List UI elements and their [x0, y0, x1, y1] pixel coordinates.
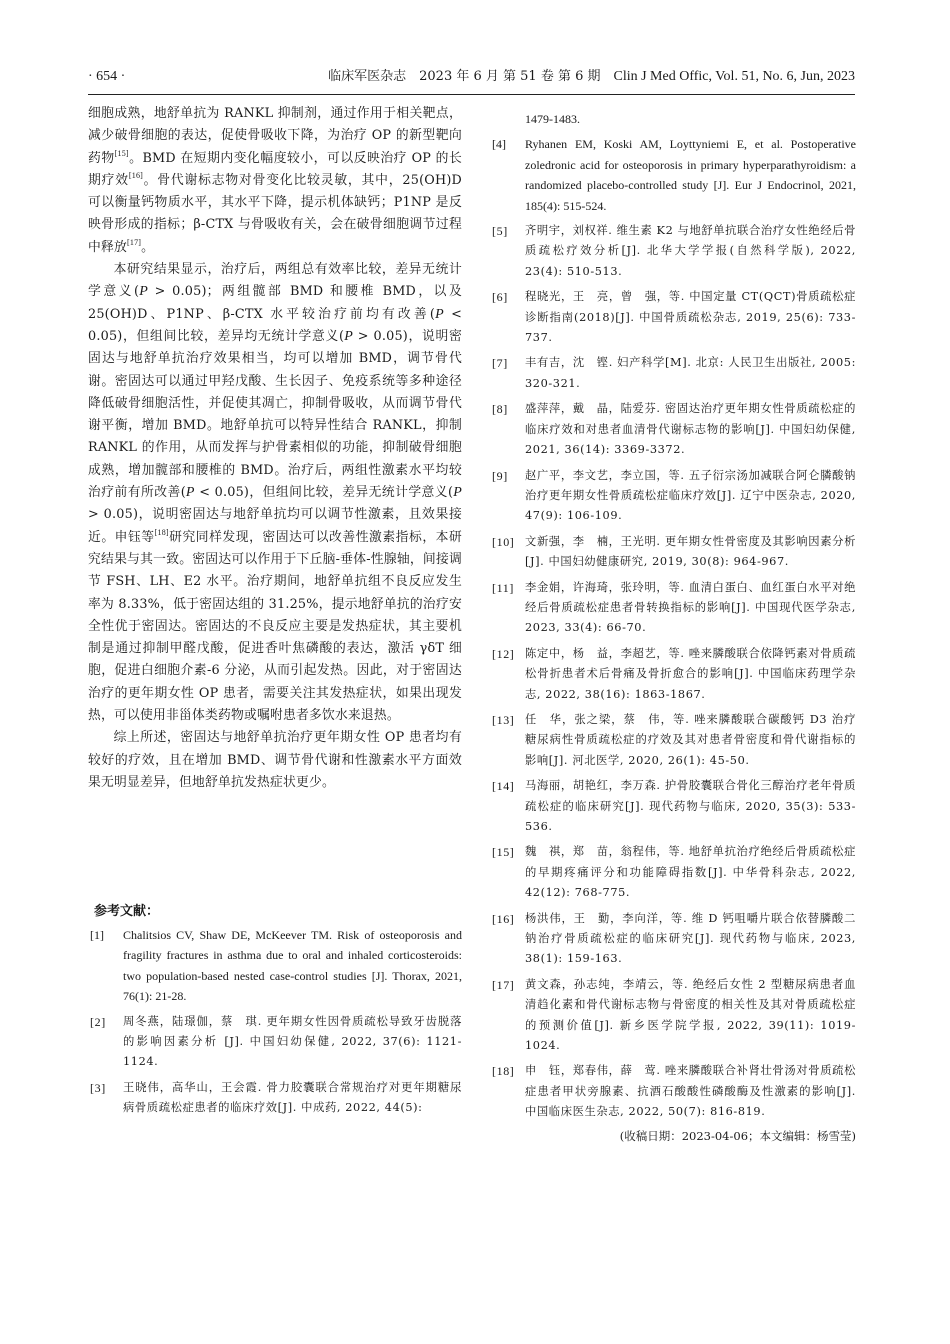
reference-item: [490, 578, 856, 639]
paragraph-3: 综上所述，密固达与地舒单抗治疗更年期女性 OP 患者均有较好的疗效，且在增加 BMD、调节骨代谢和性激素水平方面效果无明显差异，但地舒单抗发热症状更少。: [88, 730, 462, 790]
reference-number: [2]: [90, 1014, 106, 1029]
reference-number: [4]: [492, 137, 506, 152]
header-rule: [88, 94, 855, 95]
journal-info: [328, 66, 855, 88]
reference-text: 马海丽，胡艳红，李万森. 护骨胶囊联合骨化三醇治疗老年骨质疏松症的临床研究[J]. 现代药物与临床, 2020, 35(3): 533-536.: [525, 779, 856, 833]
references-left: [88, 925, 462, 1124]
reference-item: [490, 1061, 856, 1122]
p-symbol: P: [435, 306, 444, 322]
p2-text-d: > 0.05)，说明密固达与地舒单抗治疗效果相当，均可以增加 BMD，调节骨代谢。密固达可以通过甲羟戊酸、生长因子、免疫系统等多种途径降低破骨细胞活性，并促使其凋亡，抑制骨吸收，从而调节骨代谢平衡，增加 BMD。地舒单抗可以特异性结合 RANKL，抑制 RANKL 的作用，从而发挥与护骨素相似的功能，抑制破骨细胞成熟，增加髋部和腰椎的 BMD。治疗后，两组性激素水平均较治疗前有所改善(: [88, 328, 462, 501]
reference-number: [1]: [90, 928, 104, 942]
journal-name-en: Clin J Med Offic, Vol. 51, No. 6, Jun, 2023: [613, 69, 855, 84]
reference-item: [88, 1078, 462, 1119]
reference-item: [490, 466, 856, 527]
reference-item: [490, 532, 856, 573]
reference-number: [15]: [492, 845, 515, 860]
reference-item: [490, 221, 856, 282]
reference-number: [13]: [492, 712, 515, 727]
p-symbol: P: [453, 485, 463, 501]
p-symbol: P: [344, 328, 354, 344]
citation-17: [17]: [127, 237, 142, 247]
received-date-note: (收稿日期：2023-04-06；本文编辑：杨雪莹): [619, 1128, 856, 1143]
reference-text: Chalitsios CV, Shaw DE, McKeever TM. Risk of osteoporosis and fragility fractures in asthma due to oral and inhaled corticosteroids: two population-based nested case-control studies [J]. Thorax, 2021, 76(1): 21-28.: [123, 928, 462, 1004]
reference-item: [490, 909, 856, 970]
reference-number: [16]: [492, 911, 515, 926]
reference-text: 文新强，李 楠，王光明. 更年期女性骨密度及其影响因素分析[J]. 中国妇幼健康研究, 2019, 30(8): 964-967.: [525, 534, 856, 569]
references-heading: 参考文献：: [94, 904, 160, 919]
journal-name-cn: 临床军医杂志 2023 年 6 月 第 51 卷 第 6 期: [328, 69, 614, 84]
p1-text-c: 。骨代谢标志物对骨变化比较灵敏，其中，25(OH)D 可以衡量钙物质水平，其水平下降，提示机体缺钙；P1NP 是反映骨形成的指标；β-CTX 与骨吸收有关，会在破骨细胞调节过程中释放: [88, 172, 462, 255]
reference-item: [490, 842, 856, 903]
p-symbol: P: [139, 284, 148, 300]
reference-number: [12]: [492, 646, 515, 661]
paragraph-1: [88, 103, 462, 259]
page-number: · 654 ·: [88, 69, 126, 84]
citation-16: [16]: [128, 170, 144, 180]
p1-text-a: 细胞成熟，地舒单抗为 RANKL 抑制剂，通过作用于相关靶点，减少破骨细胞的表达，促使骨吸收下降，为治疗 OP 的新型靶向药物: [88, 106, 462, 166]
reference-item: [490, 134, 856, 216]
reference-text: 李金娟，许海琦，张玲明，等. 血清白蛋白、血红蛋白水平对绝经后骨质疏松症患者骨转换指标的影响[J]. 中国现代医学杂志, 2023, 33(4): 66-70.: [525, 580, 856, 635]
reference-text: 程晓光，王 亮，曾 强，等. 中国定量 CT(QCT)骨质疏松症诊断指南(2018)[J]. 中国骨质疏松杂志, 2019, 25(6): 733-737.: [525, 290, 856, 345]
reference-text: 丰有吉，沈 铿. 妇产科学[M]. 北京: 人民卫生出版社, 2005: 320-321.: [525, 356, 856, 390]
reference-continuation: 1479-1483.: [525, 112, 580, 126]
reference-number: [3]: [90, 1080, 106, 1095]
p2-text-b: > 0.05)；两组髋部 BMD 和腰椎 BMD，以及 25(OH)D、P1NP、β-CTX 水平较治疗前均有改善(: [88, 284, 462, 322]
p1-text-b: 。BMD 在短期内变化幅度较小，可以反映治疗 OP 的长期疗效: [88, 150, 462, 188]
running-header: [88, 66, 855, 88]
reference-number: [17]: [492, 977, 515, 992]
reference-number: [8]: [492, 402, 508, 417]
p1-text-d: 。: [141, 239, 155, 255]
p-symbol: P: [185, 485, 195, 501]
left-column: [88, 103, 462, 794]
reference-number: [5]: [492, 224, 508, 239]
reference-item: [88, 925, 462, 1007]
reference-text: 申 钰，郑春伟，薛 莺. 唑来膦酸联合补肾壮骨汤对骨质疏松症患者甲状旁腺素、抗酒石酸酸性磷酸酶及性激素的影响[J]. 中国临床医生杂志, 2022, 50(7): 816-819.: [525, 1064, 856, 1119]
reference-number: [6]: [492, 290, 508, 305]
p2-text-f: > 0.05)，说明密固达与地舒单抗均可以调节性激素，且效果接近。申钰等: [88, 507, 462, 545]
citation-15: [15]: [114, 148, 129, 158]
reference-number: [18]: [492, 1064, 515, 1079]
reference-text: Ryhanen EM, Koski AM, Loyttyniemi E, et al. Postoperative zoledronic acid for osteoporosis in primary hyperparathyroidism: a randomized placebo-controlled study [J]. Eur J Endocrinol, 2021, 185(4): 515-524.: [525, 137, 856, 213]
reference-item: [490, 710, 856, 771]
reference-text: 杨洪伟，王 勤，李向洋，等. 维 D 钙咀嚼片联合依替膦酸二钠治疗骨质疏松症的临床研究[J]. 现代药物与临床, 2023, 38(1): 159-163.: [525, 911, 856, 966]
reference-text: 王晓伟，高华山，王会霞. 骨力胶囊联合常规治疗对更年期糖尿病骨质疏松症患者的临床疗效[J]. 中成药, 2022, 44(5):: [123, 1080, 462, 1115]
p2-text-a: 本研究结果显示，治疗后，两组总有效率比较，差异无统计学意义(: [88, 262, 462, 300]
reference-number: [9]: [492, 468, 508, 483]
citation-18: [18]: [154, 527, 169, 537]
reference-item: [88, 1012, 462, 1073]
paragraph-2: [88, 259, 462, 727]
reference-text: 周冬燕，陆璟伽，蔡 琪. 更年期女性因骨质疏松导致牙齿脱落的影响因素分析 [J]. 中国妇幼保健, 2022, 37(6): 1121-1124.: [123, 1014, 462, 1069]
reference-text: 赵广平，李文艺，李立国，等. 五子衍宗汤加减联合阿仑膦酸钠治疗更年期女性骨质疏松症临床疗效[J]. 辽宁中医杂志, 2020, 47(9): 106-109.: [525, 468, 856, 523]
reference-item: [490, 399, 856, 460]
right-column: [490, 109, 856, 1146]
reference-number: [11]: [492, 580, 514, 595]
reference-item: [490, 287, 856, 348]
reference-text: 齐明宇，刘权祥. 维生素 K2 与地舒单抗联合治疗女性绝经后骨质疏松疗效分析[J]. 北华大学学报(自然科学版), 2022, 23(4): 510-513.: [525, 224, 857, 278]
reference-item: [490, 975, 856, 1057]
reference-number: [7]: [492, 356, 508, 371]
p2-text-g: 研究同样发现，密固达可以改善性激素指标，本研究结果与其一致。密固达可以作用于下丘脑-垂体-性腺轴，间接调节 FSH、LH、E2 水平。治疗期间，地舒单抗组不良反应发生率为 8.33%，低于密固达组的 31.25%，提示地舒单抗的治疗安全性优于密固达。密固达的不良反应主要是发热症状，其主要机制是通过抑制甲醛戊酸，促进香叶焦磷酸的表达，激活 γδT 细胞，促进白细胞介素-6 分泌，从而引起发热。因此，对于密固达治疗的更年期女性 OP 患者，需要关注其发热症状，如果出现发热，可以使用非甾体类药物或嘱咐患者多饮水来退热。: [88, 529, 462, 724]
reference-text: 黄文森，孙志纯，李靖云，等. 绝经后女性 2 型糖尿病患者血清趋化素和骨代谢标志物与骨密度的相关性及其对骨质疏松症的预测价值[J]. 新乡医学院学报, 2022, 39(11): 1019-1024.: [525, 977, 856, 1053]
reference-item: [490, 776, 856, 837]
p2-text-e: < 0.05)，但组间比较，差异无统计学意义(: [194, 485, 454, 501]
reference-text: 任 华，张之梁，蔡 伟，等. 唑来膦酸联合碳酸钙 D3 治疗糖尿病性骨质疏松症的疗效及其对患者骨密度和骨代谢指标的影响[J]. 河北医学, 2020, 26(1): 45-50.: [525, 712, 856, 767]
reference-number: [10]: [492, 534, 515, 549]
reference-item: [490, 644, 856, 705]
reference-number: [14]: [492, 779, 515, 794]
reference-text: 陈定中，杨 益，李超艺，等. 唑来膦酸联合依降钙素对骨质疏松骨折患者术后骨痛及骨折愈合的影响[J]. 中国临床药理学杂志, 2022, 38(16): 1863-1867.: [525, 646, 856, 701]
reference-item: [490, 353, 856, 394]
p2-text-c: < 0.05)，但组间比较，差异均无统计学意义(: [88, 306, 462, 344]
reference-text: 魏 祺，郑 苗，翁程伟，等. 地舒单抗治疗绝经后骨质疏松症的早期疼痛评分和功能障碍指数[J]. 中华骨科杂志, 2022, 42(12): 768-775.: [525, 845, 856, 900]
reference-text: 盛萍萍，戴 晶，陆爱芬. 密固达治疗更年期女性骨质疏松症的临床疗效和对患者血清骨代谢标志物的影响[J]. 中国妇幼保健, 2021, 36(14): 3369-3372.: [525, 402, 856, 457]
